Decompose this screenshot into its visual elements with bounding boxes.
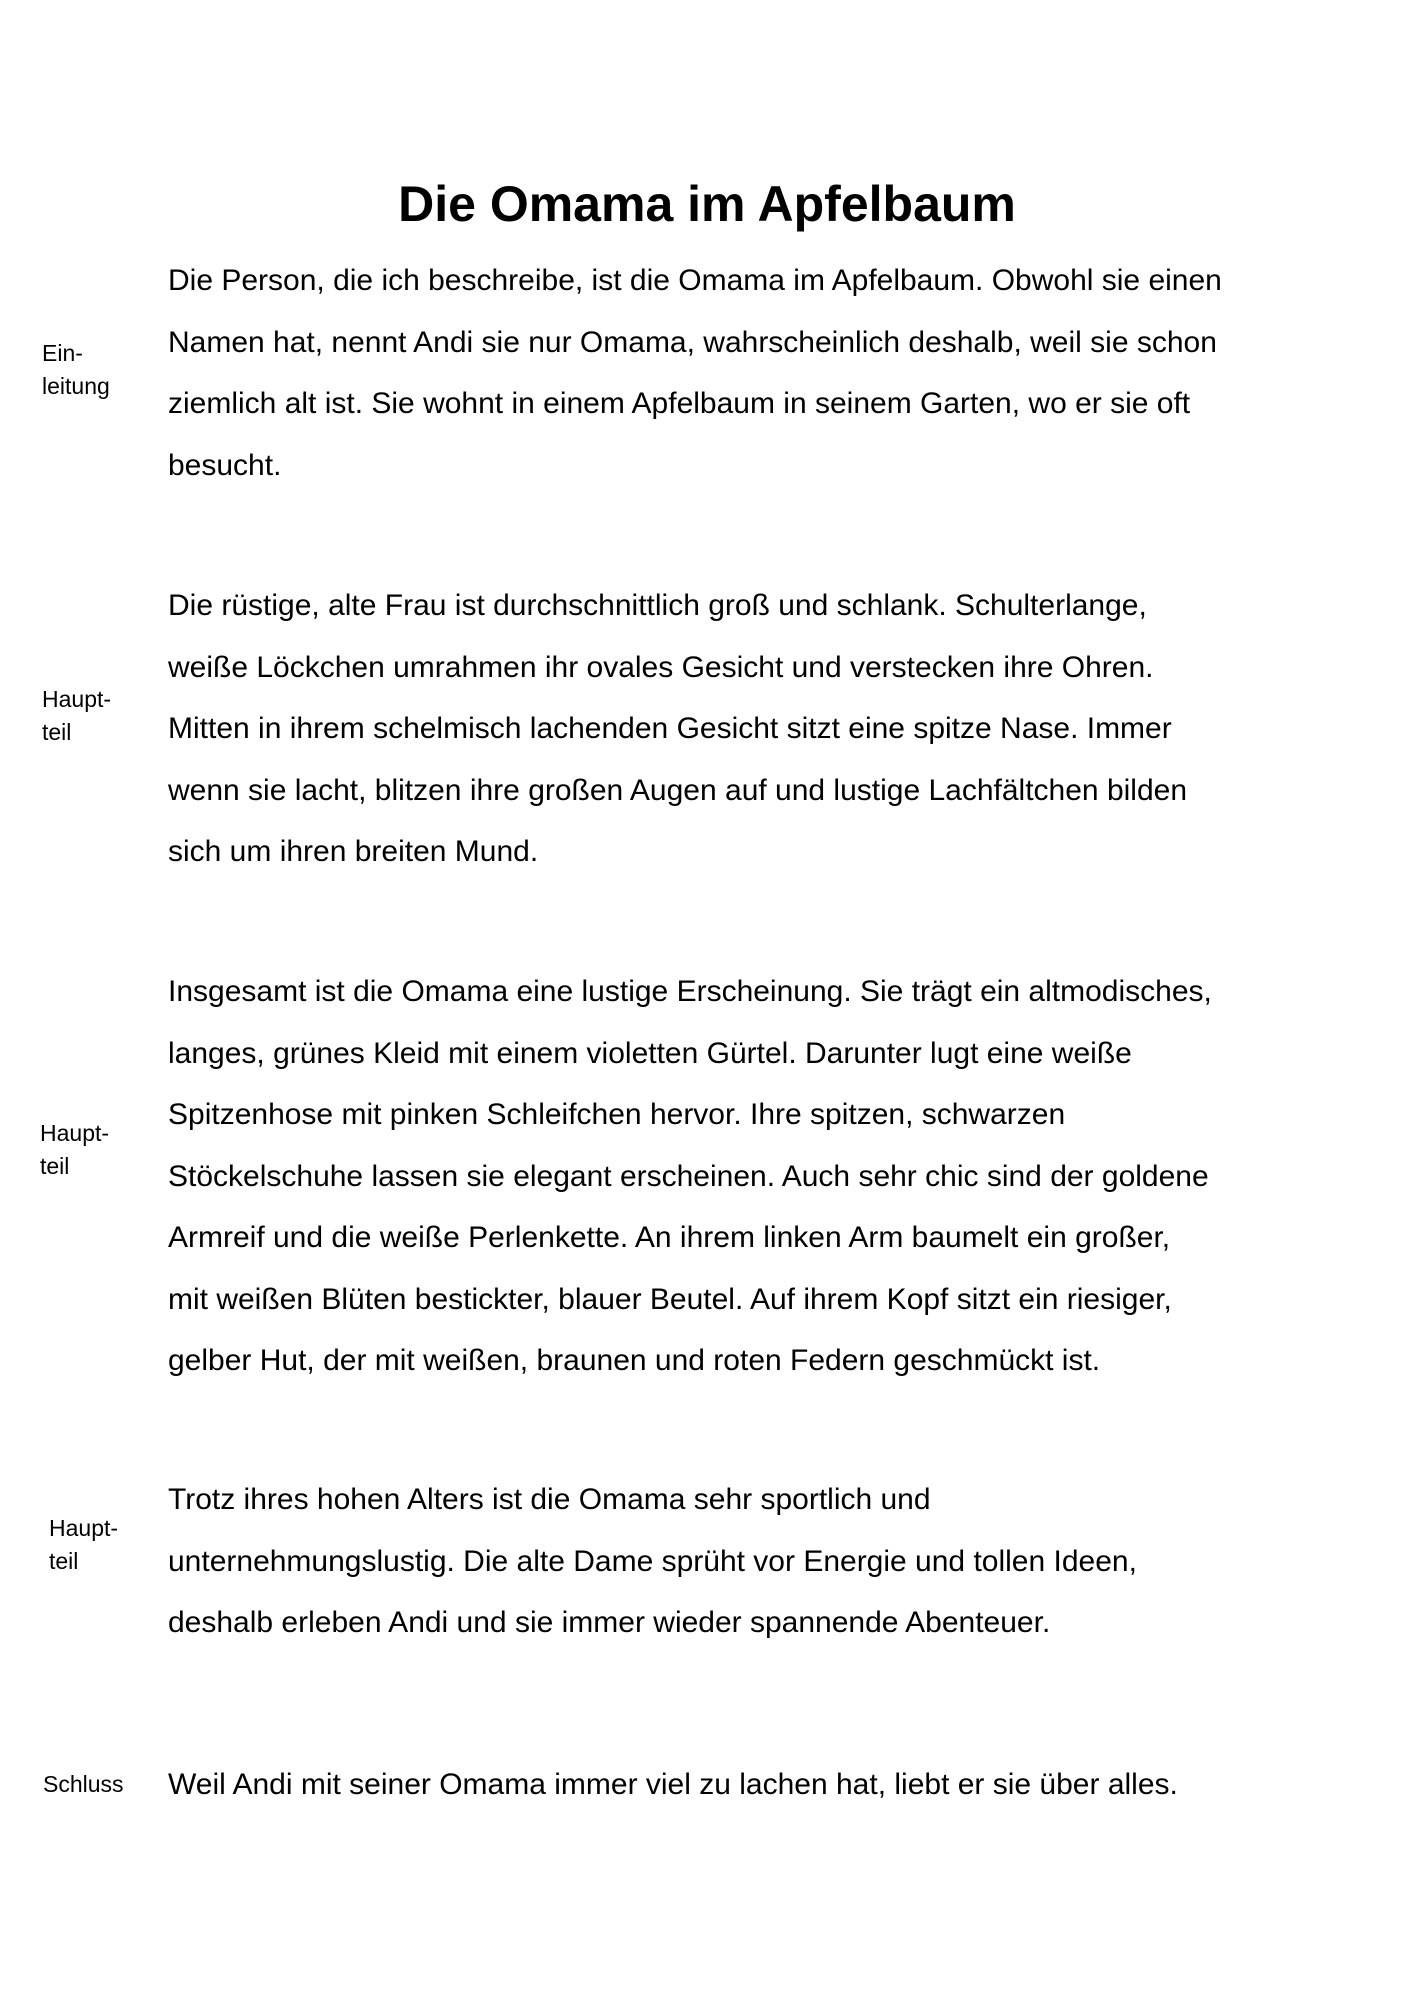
paragraph-line: sich um ihren breiten Mund. (168, 835, 539, 868)
section-label-hauptteil-1: Haupt- teil (42, 686, 112, 745)
paragraph-line: deshalb erleben Andi und sie immer wieder spannende Abenteuer. (168, 1606, 1051, 1639)
paragraph-line: gelber Hut, der mit weißen, braunen und roten Federn geschmückt ist. (168, 1344, 1101, 1377)
paragraph-line: Weil Andi mit seiner Omama immer viel zu lachen hat, liebt er sie über alles. (168, 1768, 1178, 1801)
paragraph-line: Die rüstige, alte Frau ist durchschnittlich groß und schlank. Schulterlange, (168, 589, 1147, 622)
paragraph-line: unternehmungslustig. Die alte Dame sprüht vor Energie und tollen Ideen, (168, 1544, 1137, 1578)
paragraph-hauptteil-1 (168, 575, 1278, 883)
paragraph-line: ziemlich alt ist. Sie wohnt in einem Apfelbaum in seinem Garten, wo er sie oft (168, 387, 1191, 420)
paragraph-line: langes, grünes Kleid mit einem violetten Gürtel. Darunter lugt eine weiße (168, 1036, 1132, 1070)
paragraph-line: Armreif und die weiße Perlenkette. An ihrem linken Arm baumelt ein großer, (168, 1221, 1171, 1254)
paragraph-line: Die Person, die ich beschreibe, ist die Omama im Apfelbaum. Obwohl sie einen (168, 264, 1222, 297)
paragraph-line: Trotz ihres hohen Alters ist die Omama sehr sportlich und (168, 1483, 931, 1516)
section-label-einleitung: Ein- leitung (42, 340, 110, 399)
paragraph-line: Mitten in ihrem schelmisch lachenden Gesicht sitzt eine spitze Nase. Immer (168, 712, 1172, 745)
paragraph-einleitung (168, 250, 1278, 496)
section-label-hauptteil-3: Haupt- teil (49, 1515, 119, 1574)
paragraph-line: Spitzenhose mit pinken Schleifchen hervor. Ihre spitzen, schwarzen (168, 1098, 1066, 1131)
paragraph-line: Insgesamt ist die Omama eine lustige Erscheinung. Sie trägt ein altmodisches, (168, 975, 1212, 1008)
document-title: Die Omama im Apfelbaum (398, 175, 1016, 232)
section-label-hauptteil-2: Haupt- teil (40, 1120, 110, 1179)
paragraph-line: besucht. (168, 448, 282, 482)
paragraph-line: mit weißen Blüten bestickter, blauer Beutel. Auf ihrem Kopf sitzt ein riesiger, (168, 1282, 1172, 1316)
paragraph-line: wenn sie lacht, blitzen ihre großen Augen auf und lustige Lachfältchen bilden (168, 773, 1188, 807)
paragraph-schluss (168, 1754, 1278, 1816)
paragraph-hauptteil-2 (168, 961, 1278, 1392)
paragraph-line: Namen hat, nennt Andi sie nur Omama, wahrscheinlich deshalb, weil sie schon (168, 325, 1217, 359)
paragraph-line: weiße Löckchen umrahmen ihr ovales Gesicht und verstecken ihre Ohren. (168, 650, 1154, 684)
paragraph-hauptteil-3 (168, 1469, 1278, 1654)
paragraph-line: Stöckelschuhe lassen sie elegant erscheinen. Auch sehr chic sind der goldene (168, 1159, 1209, 1193)
section-label-schluss: Schluss (43, 1771, 124, 1797)
